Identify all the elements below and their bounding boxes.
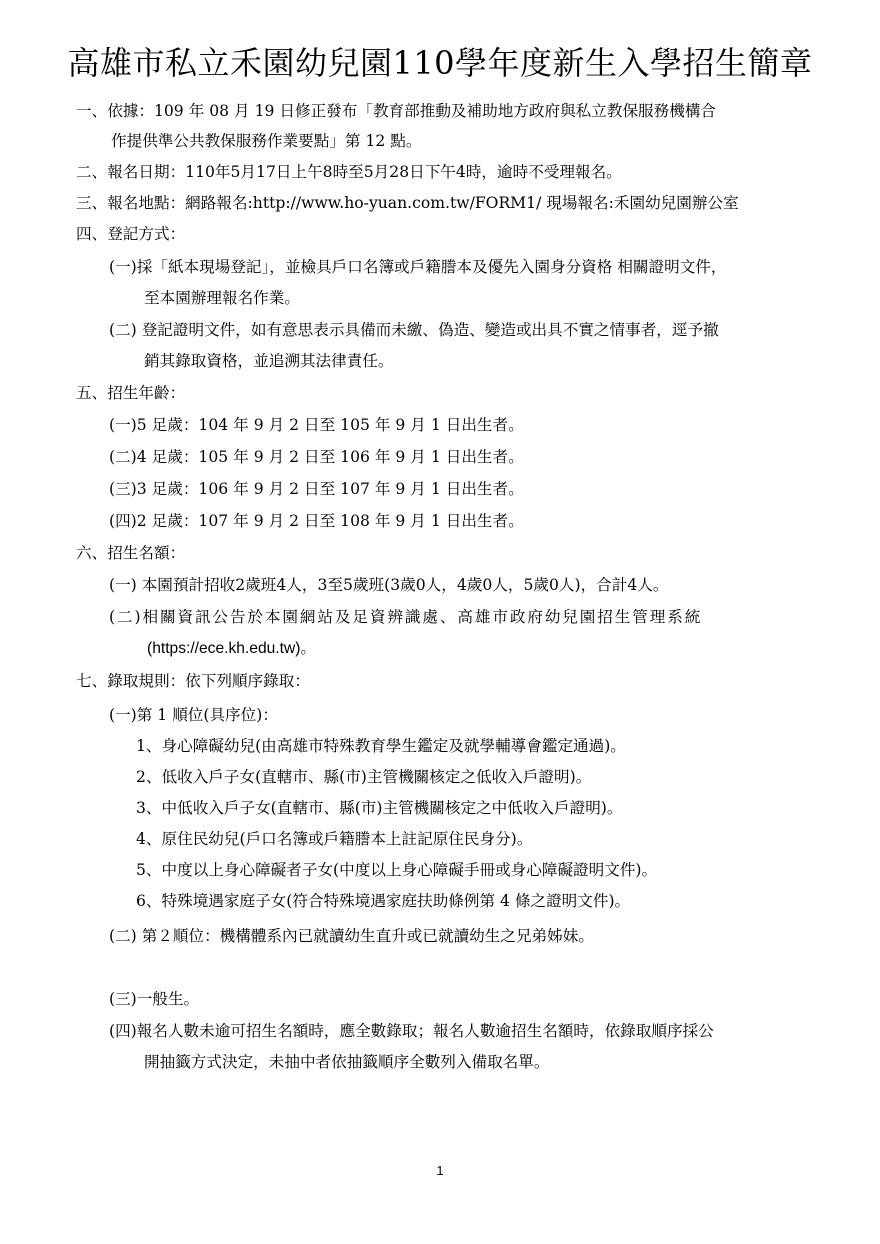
section-5-item-1: (一)5 足歲：104 年 9 月 2 日至 105 年 9 月 1 日出生者。 [109,416,524,434]
section-7-heading: 七、錄取規則：依下列順序錄取： [76,672,310,690]
section-6-item-1: (一) 本園預計招收2歲班4人，3至5歲班(3歲0人，4歲0人，5歲0人)，合計4人。 [109,576,669,594]
section-7-item-4-line-1: (四)報名人數未逾可招生名額時，應全數錄取；報名人數逾招生名額時，依錄取順序採公 [109,1022,714,1040]
section-7-item-1-sub-6: 6、特殊境遇家庭子女(符合特殊境遇家庭扶助條例第 4 條之證明文件)。 [136,892,631,910]
section-7-item-1-sub-2: 2、低收入戶子女(直轄市、縣(市)主管機關核定之低收入戶證明)。 [136,768,592,786]
section-7-item-1-sub-5: 5、中度以上身心障礙者子女(中度以上身心障礙手冊或身心障礙證明文件)。 [136,861,658,879]
section-5-item-4: (四)2 足歲：107 年 9 月 2 日至 108 年 9 月 1 日出生者。 [109,512,524,530]
page-number: 1 [436,1163,444,1178]
section-1-line-2: 作提供準公共教保服務作業要點」第 12 點。 [111,132,422,150]
section-6-item-2-line-1: (二)相關資訊公告於本園網站及足資辨識處、高雄市政府幼兒園招生管理系統 [109,608,703,626]
section-4-item-2-line-1: (二) 登記證明文件，如有意思表示具備而未繳、偽造、變造或出具不實之情事者，逕予撤 [109,321,719,339]
section-1-line-1: 一、依據：109 年 08 月 19 日修正發布「教育部推動及補助地方政府與私立教保服務機構合 [76,102,717,120]
section-4-item-2-line-2: 銷其錄取資格，並追溯其法律責任。 [144,352,394,370]
section-7-item-1-sub-3: 3、中低收入戶子女(直轄市、縣(市)主管機關核定之中低收入戶證明)。 [136,799,623,817]
section-7-item-2: (二) 第２順位：機構體系內已就讀幼生直升或已就讀幼生之兄弟姊妹。 [109,927,594,945]
section-6-heading: 六、招生名額： [76,544,186,562]
section-5-heading: 五、招生年齡： [76,384,186,402]
section-2-line: 二、報名日期：110年5月17日上午8時至5月28日下午4時，逾時不受理報名。 [76,163,622,181]
section-5-item-3: (三)3 足歲：106 年 9 月 2 日至 107 年 9 月 1 日出生者。 [109,480,524,498]
section-7-item-1-sub-1: 1、身心障礙幼兒(由高雄市特殊教育學生鑑定及就學輔導會鑑定通過)。 [136,737,626,755]
section-6-item-2-line-2: (https://ece.kh.edu.tw)。 [147,640,317,657]
section-7-item-1-sub-4: 4、原住民幼兒(戶口名簿或戶籍謄本上註記原住民身分)。 [136,830,533,848]
section-5-item-2: (二)4 足歲：105 年 9 月 2 日至 106 年 9 月 1 日出生者。 [109,448,524,466]
section-4-item-1-line-2: 至本園辦理報名作業。 [144,289,300,307]
section-7-item-3: (三)一般生。 [109,990,200,1008]
section-7-item-1-heading: (一)第 1 順位(具序位)： [109,706,278,724]
section-3-line: 三、報名地點：網路報名:http://www.ho-yuan.com.tw/FORM1/ 現場報名:禾園幼兒園辦公室 [76,194,739,212]
section-4-heading: 四、登記方式： [76,225,186,243]
document-title: 高雄市私立禾園幼兒園110學年度新生入學招生簡章 [67,44,813,82]
section-7-item-4-line-2: 開抽籤方式決定，未抽中者依抽籤順序全數列入備取名單。 [144,1053,550,1071]
section-4-item-1-line-1: (一)採「紙本現場登記」，並檢具戶口名簿或戶籍謄本及優先入園身分資格 相關證明文件， [109,258,727,276]
